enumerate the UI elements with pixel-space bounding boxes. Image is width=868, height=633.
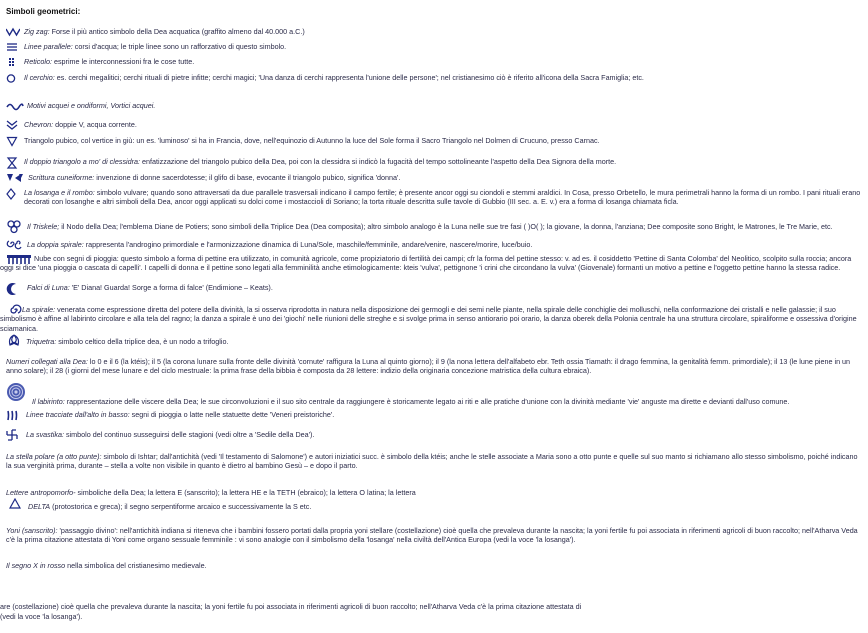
- item-svastika: [6, 429, 864, 441]
- item-lead: La stella polare (a otto punte):: [6, 452, 102, 461]
- item-text: simbolo celtico della triplice dea, è un nodo a trifoglio.: [56, 337, 229, 346]
- fragment-line-1: are (costellazione) cioè quella che prevaleva durante la nascita; la yoni fertile fu poi associata in riferimenti agricoli di buon raccolto; nell'Atharva Veda c'è la prima citazione attestata di: [0, 602, 582, 611]
- item-text: simbolo di Ishtar; dall'antichità (vedi 'Il testamento di Salomone') e autori iniziatici succ. è simbolo della ktéis; anche le stelle associate a Maria sono a otto punte e quelle sul suo manto si richiamano allo stesso simbolismo, poiché indicano la sua verginità prima, durante – stella a volte non visibile in quanto è dietro al bambino Gesù – e dopo il parto.: [6, 452, 858, 471]
- item-text: esprime le interconnessioni fra le cose tutte.: [51, 57, 195, 66]
- item-lead: Linee parallele:: [24, 42, 73, 51]
- double-spiral-icon: [6, 238, 24, 252]
- chevron-icon: [6, 120, 24, 134]
- item-text: Nube con segni di pioggia: questo simbolo a forma di pettine era utilizzato, in comunità agricole, come propiziatorio di fertilità dei campi; cfr la forma del pettine stesso: v. ad es. il cosiddetto 'Pettine di Santa Colomba' del Neolitico, scolpito sulla roccia; ancora oggi si dice 'una pioggia o cascata di capelli'. I capelli di donna e il pettine sono legati alla femminilità anche etimologicamente: kteis 'vulva', pettignone 'i crini che circondano la vulva' (Giovenale) formanti un motivo a pettine e l'oggetto pettine hanno la stessa radice.: [0, 254, 852, 273]
- cuneiform-icon: [6, 173, 24, 187]
- triple-lines-icon: [6, 42, 24, 56]
- item-lead: Chevron:: [24, 120, 54, 129]
- wave-icon: [6, 101, 24, 115]
- item-numeri: [6, 357, 864, 376]
- labyrinth-icon: [6, 382, 28, 396]
- lozenge-icon: [6, 188, 24, 202]
- item-text: venerata come espressione diretta del potere della divinità, la si osserva riprodotta in natura nella disposizione dei germogli e dei semi nelle piante, nella spirale delle conchiglie dei molluschi, nella conformazione dei cristalli e nelle galassie; il suo simbolismo è affine al labirinto circolare e alla tela del ragno; la danza a spirale è uno dei 'giochi' nelle riunioni delle streghe e si svolge prima in senso antiorario poi orario, la danza oberek della Polonia centrale ha una struttura circolare, spiraliforme e ossessiva d'origine sciamanica.: [0, 305, 857, 333]
- item-lead: Il doppio triangolo a mo' di clessidra:: [24, 157, 141, 166]
- item-lead: Lettere antropomorfo-: [6, 488, 76, 497]
- item-zigzag: [6, 27, 864, 39]
- item-text: simbolo vulvare; quando sono attraversati da due parallele trasversali indicano il campo fertile; è presente ancor oggi su ciondoli e stemmi araldici. In Cosa, presso Orbetello, le mura perimetrali hanno la forma di un rombo. I pani rituali erano decorati con losanghe e altri simboli della Dea, ancor oggi applicati su dolci come i mostaccioli di Soriano; la torta rituale descritta sulle tavole di Gubbio (III sec. a. E. v.) era a forma di losanga chiamata ficla.: [24, 188, 861, 207]
- item-falce: [6, 283, 864, 295]
- swastika-icon: [6, 429, 24, 443]
- crescent-icon: [6, 283, 24, 297]
- item-reticolo: [6, 57, 864, 69]
- item-text: simbolo del continuo susseguirsi delle stagioni (vedi oltre a 'Sedile della Dea').: [63, 430, 315, 439]
- item-lead: Falci di Luna:: [27, 283, 70, 292]
- item-lettere: [6, 488, 864, 497]
- item-text: lo 0 e il 6 (la ktéis); il 5 (la corona lunare sulla fronte delle divinità 'cornute' raffigura la Luna al quinto giorno); il 9 (la nona lettera dell'alfabeto ebr. Teth ossia Tiamath: il drago femmina, la genitalità femm. primordiale); il 13 (le lune piene in un anno solare); il 28 (i giorni del mese lunare e del ciclo mestruale: la prima frase della bibbia è composta da 28 lettere: indizio della originaria concezione matristica della cultura ebraica).: [6, 357, 851, 376]
- item-triquetra: [6, 334, 864, 348]
- item-text: doppie V, acqua corrente.: [53, 120, 137, 129]
- item-lead: Il labirinto:: [32, 397, 65, 406]
- item-lead: Il segno X in rosso: [6, 561, 66, 570]
- grid-icon: [6, 57, 24, 71]
- item-cerchio: [6, 73, 864, 85]
- item-lead: Il cerchio:: [24, 73, 55, 82]
- item-linee-tracciate: [6, 410, 864, 422]
- item-losanga: [6, 188, 864, 212]
- item-text: (protostorica e greca); il segno serpentiforme arcaico e successivamente la S etc.: [50, 502, 312, 511]
- item-triskele: [6, 220, 864, 234]
- item-lead: Zig zag:: [24, 27, 50, 36]
- item-labirinto: [6, 382, 864, 406]
- item-lead: La svastika:: [26, 430, 64, 439]
- item-text: 'E' Diana! Guarda! Sorge a forma di falce' (Endimione – Keats).: [69, 283, 273, 292]
- item-stella: [6, 452, 864, 471]
- item-lead: Yoni (sanscrito):: [6, 526, 58, 535]
- item-text: invenzione di donne sacerdotesse; il glifo di base, evocante il triangolo pubico, significa 'donna'.: [94, 173, 401, 182]
- item-text: nella simbolica del cristianesimo medievale.: [65, 561, 207, 570]
- item-text: corsi d'acqua; le triple linee sono un rafforzativo di questo simbolo.: [72, 42, 287, 51]
- item-yoni: [6, 526, 864, 545]
- item-nube: [0, 254, 864, 278]
- triskele-icon: [6, 220, 24, 234]
- item-text: enfatizzazione del triangolo pubico della Dea, poi con la clessidra si indicò la fugacità del tempo sottolineante l'aspetto della Dea Signora della morte.: [140, 157, 617, 166]
- item-lead: Scrittura cuneiforme:: [28, 173, 95, 182]
- item-text: simboliche della Dea; la lettera E (sanscrito); la lettera HE e la TETH (ebraico); la lettera O latina; la lettera: [75, 488, 416, 497]
- item-delta: [6, 498, 864, 512]
- item-lead: DELTA: [28, 502, 51, 511]
- item-text: Triangolo pubico, col vertice in giù: un es. 'luminoso' si ha in Francia, dove, nell'equinozio di Autunno la luce del Sole forma il Sacro Triangolo nel Dolmen di Crucuno, presso Carnac.: [24, 136, 600, 145]
- hourglass-icon: [6, 157, 24, 171]
- item-linee: [6, 42, 864, 54]
- item-lead: La spirale:: [22, 305, 56, 314]
- item-lead: Triquetra:: [26, 337, 57, 346]
- triquetra-icon: [6, 334, 24, 348]
- item-lead: La losanga e il rombo:: [24, 188, 95, 197]
- item-segno-x: [6, 561, 864, 570]
- item-lead: Reticolo:: [24, 57, 52, 66]
- item-text: il Nodo della Dea; l'emblema Diane de Potiers; sono simboli della Triplice Dea (Dea composita); altro simbolo analogo è la Luna nelle sue tre fasi ( )O( ); la giovane, la donna, l'anziana; Dee composite sono Bright, le Matrones, le Tre Marie, etc.: [59, 222, 833, 231]
- item-cuneiforme: [6, 173, 864, 185]
- item-lead: Motivi acquei e ondiformi, Vortici acquei.: [27, 101, 156, 110]
- item-motivi: [6, 101, 864, 113]
- zigzag-icon: [6, 27, 24, 41]
- item-triangolo: [6, 136, 864, 148]
- triangle-down-icon: [6, 136, 24, 150]
- item-doppia-spirale: [6, 238, 864, 252]
- delta-icon: [9, 498, 27, 512]
- item-spirale: [0, 303, 864, 333]
- item-text: 'passaggio divino': nell'antichità indiana si riteneva che i bambini fossero portati dalla propria yoni stellare (costellazione) cioè quella che prevaleva durante la nascita; la yoni fertile fu poi associata in riferimenti agricoli di buon raccolto; nell'Atharva Veda c'è la prima citazione attestata di Yoni come organo sessuale femminile : vi sono analogie con il simbolismo della 'losanga' nella civiltà dell'Antica Europa (vedi la voce 'la losanga').: [6, 526, 858, 545]
- item-doppio-triangolo: [6, 157, 864, 169]
- item-text: Forse il più antico simbolo della Dea acquatica (graffito almeno dal 40.000 a.C.): [49, 27, 305, 36]
- item-text: rappresentazione delle viscere della Dea; le sue circonvoluzioni e il suo sito centrale da raggiungere è storicamente legato ai riti e alle pratiche d'unione con la divinità mediante 'vie' anguste ma dirette e devianti dall'uso comune.: [64, 397, 790, 406]
- vertical-lines-icon: [6, 410, 24, 424]
- item-lead: Numeri collegati alla Dea:: [6, 357, 88, 366]
- item-lead: La doppia spirale:: [27, 240, 84, 249]
- item-text: rappresenta l'androgino primordiale e l'armonizzazione dinamica di Luna/Sole, maschile/femminile, andare/venire, nascere/morire, luce/buio.: [83, 240, 533, 249]
- item-lead: Linee tracciate dall'alto in basso:: [26, 410, 130, 419]
- item-chevron: [6, 120, 864, 132]
- fragment-line-2: (vedi la voce 'la losanga').: [0, 612, 83, 621]
- item-text: es. cerchi megalitici; cerchi rituali di pietre infitte; cerchi magici; 'Una danza di cerchi rappresenta l'unione delle persone'; nel cristianesimo ciò è riferito all'icona della Sacra Famiglia; etc.: [54, 73, 644, 82]
- item-lead: Il Triskele;: [27, 222, 60, 231]
- circle-icon: [6, 73, 24, 87]
- section-heading: Simboli geometrici:: [6, 7, 81, 16]
- item-text: segni di pioggia o latte nelle statuette dette 'Veneri preistoriche'.: [129, 410, 335, 419]
